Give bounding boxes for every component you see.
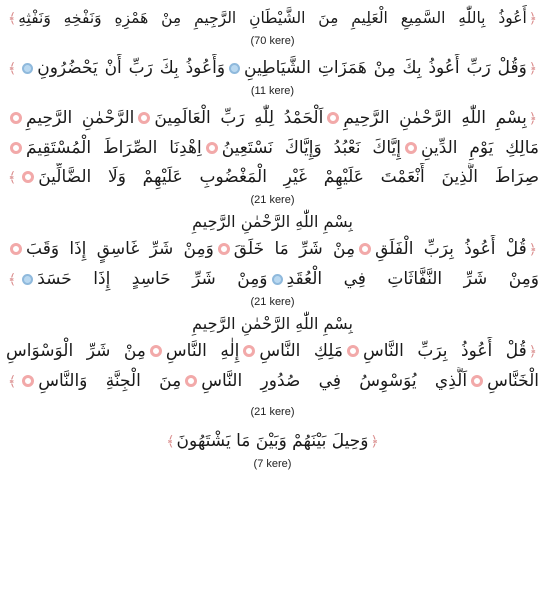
verse-text: مَلِكِ النَّاسِ xyxy=(259,341,343,361)
verse-marker-icon xyxy=(218,243,230,255)
verse-text: مِنَ الْجِنَّةِ وَالنَّاسِ xyxy=(38,371,182,391)
verse-marker-icon xyxy=(22,375,34,387)
arabic-line xyxy=(6,235,539,265)
verse-marker-icon xyxy=(10,112,22,124)
verse-marker-icon xyxy=(10,243,22,255)
verse-marker-icon xyxy=(272,274,283,285)
arabic-line xyxy=(6,104,539,134)
verse-marker-icon xyxy=(185,375,197,387)
repeat-count: (70 kere) xyxy=(250,35,295,47)
verse-marker-icon xyxy=(347,345,359,357)
basmala-heading: بِسْمِ اللّٰهِ الرَّحْمٰنِ الرَّحِيمِ xyxy=(192,314,353,333)
arabic-line xyxy=(6,163,539,193)
verse-marker-icon xyxy=(10,142,22,154)
section-nas xyxy=(6,311,539,419)
verse-text: وَمِنْ شَرِّ النَّفَّاثَاتِ فِي الْعُقَدِ xyxy=(286,269,539,289)
verse-text: إِلٰهِ النَّاسِ xyxy=(165,341,240,361)
verse-marker-icon xyxy=(471,375,483,387)
ornament-open: ﴿ xyxy=(528,242,537,258)
ornament-close: ﴾ xyxy=(166,434,175,450)
verse-marker-icon xyxy=(359,243,371,255)
arabic-line xyxy=(6,4,539,34)
repeat-count: (21 kere) xyxy=(250,194,295,206)
ornament-open: ﴿ xyxy=(370,434,379,450)
section-falaq xyxy=(6,209,539,309)
verse-text: وَأَعُوذُ بِكَ رَبِّ أَنْ يَحْضُرُونِ xyxy=(37,58,226,78)
ornament-close: ﴾ xyxy=(8,272,17,288)
verse-text: الرَّحْمٰنِ الرَّحِيمِ xyxy=(26,108,135,128)
section-fatiha xyxy=(6,104,539,207)
verse-text: وَحِيلَ بَيْنَهُمْ وَبَيْنَ مَا يَشْتَهُونَ xyxy=(176,431,369,451)
verse-text: بِسْمِ اللّٰهِ الرَّحْمٰنِ الرَّحِيمِ xyxy=(343,108,527,128)
repeat-count: (7 kere) xyxy=(253,458,292,470)
repeat-count: (11 kere) xyxy=(250,85,295,97)
arabic-line xyxy=(6,134,539,163)
ornament-close: ﴾ xyxy=(8,170,17,186)
verse-text: وَقُلْ رَبِّ أَعُوذُ بِكَ مِنْ هَمَزَاتِ الشَّيَاطِينِ xyxy=(244,58,527,78)
basmala-heading: بِسْمِ اللّٰهِ الرَّحْمٰنِ الرَّحِيمِ xyxy=(192,212,353,231)
arabic-line xyxy=(6,337,539,367)
verse-text: قُلْ أَعُوذُ بِرَبِّ الْفَلَقِ xyxy=(375,239,527,259)
verse-marker-icon xyxy=(229,63,240,74)
verse-text: أَعُوذُ بِاللّٰهِ السَّمِيعِ الْعَلِيمِ مِنَ الشَّيْطَانِ الرَّجِيمِ مِنْ هَمْزِهِ وَنَفْخِهِ وَنَفْثِهِ xyxy=(18,9,527,27)
section-last xyxy=(6,427,539,471)
section-rabbi-euzu xyxy=(6,54,539,98)
repeat-count: (21 kere) xyxy=(250,406,295,418)
verse-marker-icon xyxy=(150,345,162,357)
ornament-open: ﴿ xyxy=(528,61,537,77)
verse-marker-icon xyxy=(327,112,339,124)
verse-marker-icon xyxy=(138,112,150,124)
ornament-open: ﴿ xyxy=(528,344,537,360)
ornament-close: ﴾ xyxy=(8,374,17,390)
verse-marker-icon xyxy=(22,274,33,285)
ornament-close: ﴾ xyxy=(8,61,17,77)
arabic-line xyxy=(6,265,539,295)
ornament-open: ﴿ xyxy=(528,11,537,27)
repeat-count: (21 kere) xyxy=(250,296,295,308)
verse-marker-icon xyxy=(206,142,218,154)
section-euzu xyxy=(6,4,539,48)
ornament-close: ﴾ xyxy=(8,11,17,27)
verse-text: مِنْ شَرِّ الْوَسْوَاسِ xyxy=(6,341,146,361)
arabic-line xyxy=(6,54,539,84)
arabic-line xyxy=(6,427,539,457)
verse-text: مَالِكِ يَوْمِ الدِّينِ xyxy=(421,138,539,158)
verse-marker-icon xyxy=(22,63,33,74)
verse-text: قُلْ أَعُوذُ بِرَبِّ النَّاسِ xyxy=(362,341,527,361)
arabic-line xyxy=(6,367,539,397)
ornament-open: ﴿ xyxy=(528,111,537,127)
verse-marker-icon xyxy=(405,142,417,154)
verse-text: اَلْحَمْدُ لِلّٰهِ رَبِّ الْعَالَمِينَ xyxy=(154,108,324,128)
verse-text: وَمِنْ شَرِّ حَاسِدٍ إِذَا حَسَدَ xyxy=(37,269,268,289)
verse-marker-icon xyxy=(22,171,34,183)
verse-text: الْخَنَّاسِ xyxy=(487,371,539,391)
verse-text: وَمِنْ شَرِّ غَاسِقٍ إِذَا وَقَبَ xyxy=(26,239,214,259)
verse-text: صِرَاطَ الَّذِينَ أَنْعَمْتَ عَلَيْهِمْ غَيْرِ الْمَغْضُوبِ عَلَيْهِمْ وَلَا الضَّالِّينَ xyxy=(38,167,539,187)
verse-text: اَلَّذِي يُوَسْوِسُ فِي صُدُورِ النَّاسِ xyxy=(201,371,468,391)
verse-text: إِيَّاكَ نَعْبُدُ وَإِيَّاكَ نَسْتَعِينُ xyxy=(221,138,402,158)
verse-marker-icon xyxy=(243,345,255,357)
verse-text: اِهْدِنَا الصِّرَاطَ الْمُسْتَقِيمَ xyxy=(26,138,202,158)
verse-text: مِنْ شَرِّ مَا خَلَقَ xyxy=(233,239,356,259)
